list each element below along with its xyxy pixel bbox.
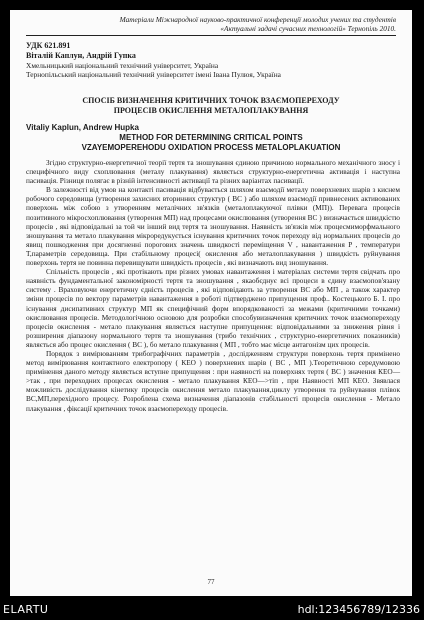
paper-title-ua-line2: ПРОЦЕСІВ ОКИСЛЕННЯ МЕТАЛОПЛАКУВАННЯ: [113, 106, 309, 115]
paper-title-ua-line1: СПОСІБ ВИЗНАЧЕННЯ КРИТИЧНИХ ТОЧОК ВЗАЄМОПЕРЕХОДУ: [82, 96, 340, 105]
handle-identifier: hdl:123456789/12336: [297, 603, 420, 616]
repository-label: ELARTU: [3, 603, 49, 616]
paragraph: В залежності від умов на контакті пасивація відбувається шляхом взаємодії металу поверхневих шарів з киснем робочого середовища (утворення захисних вторинних структур ( ВС ) або шляхом взаємодії привнесених активованих поверхонь між собою з утворенням металічних зв'язків (металоплакуючої плівки (МП)). Перевага процесів позитивного мікросхоплювання (утворення МП) над процесами окислювання (утворення ВС ) визначається швидкістю процесів , які відповідальні за той чи інший вид тертя та зношування. Наявність зв'язків між процесмиморфмального зношування та метало плакування мікроредукується існування критичних точок переходу від нормальних процесів до явищ пошкодження при досягненні порогових значень швидкості переміщення V , навантаження P , температури T,параметрів середовища. При стабільному процесі( окислення або металоплакування ) швидкість руйнування поверхонь тертя не повинна перевищувати швидкість процесів , які визначають вид зношування.: [26, 185, 400, 268]
conference-header-line2: «Актуальні задачі сучасних технологій» Тернопіль 2010.: [220, 24, 396, 33]
paragraph: Порядок з вимірюванням трибографічних параметрів , дослідженням структури поверхонь тертя примінено метод вимірювання контактного електропору ( КЕО ) поверхневих шарів ( ВС , МП ).Теоретичною середумовою примінення даного методу являється вступне припущення : при наявності на поверхнях тертя ( ВС ) значення КЕО—>так , при переходних процесах окислення - метало плакування КЕО—>тіп , при Наявності МП КЕО. Звявлася можливість дослідування кінетику процесів окислення метало плакування,циклу утворення та руйнування плівок ВС,МП,перехідного процесу. Розроблена схема визначення діапазонів стабільності процесів окислення - Метало плакування , фіксації критичних точок взаємопереходу процесів.: [26, 348, 400, 413]
conference-header: [26, 15, 396, 33]
conference-header-line1: Матеріали Міжнародної науково-практичної конференції молодих учених та студентів: [119, 15, 396, 24]
paper-title-ua: [26, 96, 396, 116]
header-divider: [26, 35, 396, 36]
udk-code: УДК 621.891: [26, 41, 71, 50]
authors-en: Vitaliy Kaplun, Andrew Hupka: [26, 123, 139, 132]
paper-title-en-line1: METHOD FOR DETERMINING CRITICAL POINTS: [119, 133, 303, 142]
authors-ua: Віталій Каплун, Андрій Гупка: [26, 51, 136, 60]
paper-title-en: [26, 133, 396, 153]
paragraph: Спільність процесів , які протікають при різних умовах навантаження і матеріалах системи тертя свідчать про наявність фундаментальної закономірності тертя та зношування , якаобєднує всі процеси в єдину взаємопов'язану систему . Враховуючи енергетичну єдність процесів , які відповідають за утворення ВС або МП , а також характер зміни процесів по вектору параметрів навантаження в роботі підтверджено припущення проф.. Костецького Б. І. про існування дисипативних структур МП як специфічний форм впорядкованості за межами (критичними точками) окислювання процесів. Методологічною основою для розробки способувизначення критичних точок взаємопереходу процесів окислення - метало плакування являється наступне припущення: відповідальними за зниження рівня і розширення діапазону нормального тертя та зношування (трибо технічних , структурно-енергетичних показників) являється або процес окислення ( ВС ), бо метало плакування ( МП , тобто має місце антагонізм цих процесів.: [26, 267, 400, 349]
paragraph: Згідно структурно-енергетичної теорії тертя та зношування єдиною причиною нормального механічного зносу і специфічного виду схоплювання (металу плакування) являється структурно-енергетична активація і наступна пасивація. Різниця полягає в різній інтенсивності активації та різних варіантах пасивації.: [26, 158, 400, 186]
paper-title-en-line2: VZAYEMOPEREHODU OXIDATION PROCESS METALOPLAKUATION: [81, 143, 341, 152]
viewer-footer: [0, 600, 424, 620]
affiliation-2: Тернопільський національний технічний університет імені Івана Пулюя, Україна: [26, 70, 281, 79]
body-text: [26, 158, 400, 413]
page-number: 77: [207, 578, 215, 586]
affiliation-1: Хмельницький національний технічний університет, Україна: [26, 61, 219, 70]
document-page: [10, 10, 412, 596]
